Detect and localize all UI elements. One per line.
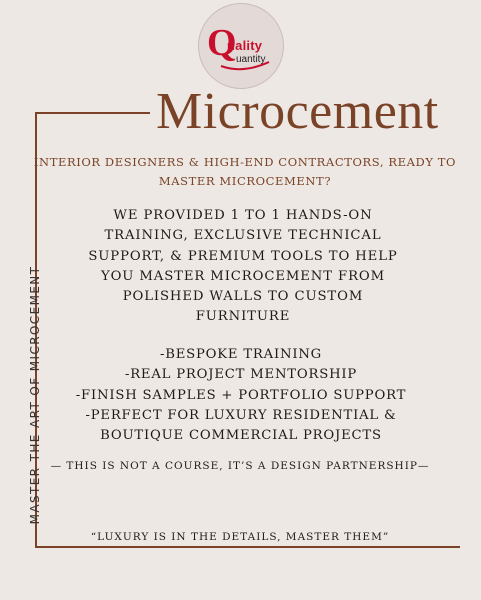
bullet-item: -REAL PROJECT MENTORSHIP: [124, 367, 358, 383]
bullet-item: -BESPOKE TRAINING: [159, 347, 323, 362]
tagline: — THIS IS NOT A COURSE, IT’S A DESIGN PARTNERSHIP—: [50, 460, 430, 472]
logo-word-quantity: uantity: [236, 54, 266, 65]
page-title: Microcement: [156, 83, 439, 140]
frame-top-line: [35, 112, 150, 114]
quality-quantity-logo: [198, 3, 284, 89]
intro-text: INTERIOR DESIGNERS & HIGH-END CONTRACTORS, READY TO MASTER MICROCEMENT?: [33, 155, 457, 188]
logo-word-quality: uality: [227, 38, 263, 53]
vertical-side-text: MASTER THE ART OF MICROCEMENT: [28, 265, 42, 525]
bullet-list: [60, 345, 422, 446]
logo-q-letter: Q: [207, 22, 237, 64]
body-text: WE PROVIDED 1 TO 1 HANDS-ON TRAINING, EXCLUSIVE TECHNICAL SUPPORT, & PREMIUM TOOLS TO HELP YOU MASTER MICROCEMENT FROM POLISHED WALLS TO CUSTOM FURNITURE: [88, 208, 398, 325]
frame-bottom-line: [35, 546, 460, 548]
closing-quote: “LUXURY IS IN THE DETAILS, MASTER THEM”: [90, 531, 390, 543]
bullet-item: -PERFECT FOR LUXURY RESIDENTIAL & BOUTIQUE COMMERCIAL PROJECTS: [85, 407, 397, 444]
bullet-item: -FINISH SAMPLES + PORTFOLIO SUPPORT: [75, 387, 407, 403]
